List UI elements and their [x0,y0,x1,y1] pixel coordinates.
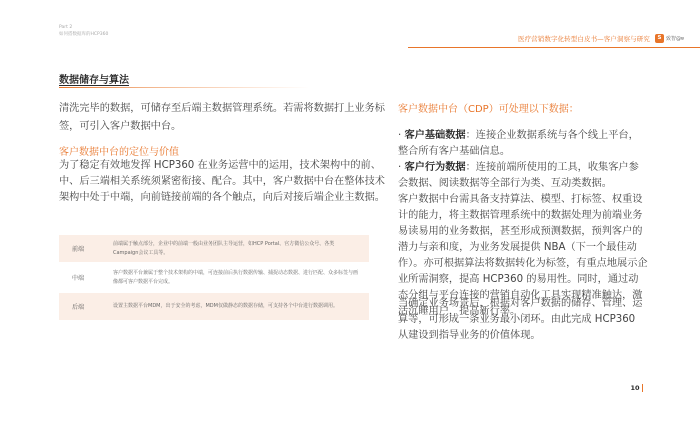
document-title: 医疗营销数字化转型白皮书—客户洞察与研究 [517,35,650,43]
running-header-left [59,25,108,38]
bullet-title: 客户行为数据 [404,162,466,173]
architecture-table [59,235,369,322]
page-number [630,384,643,392]
page-number-text: 10 [630,384,640,392]
logo-text: 致智@ɐ [665,36,684,42]
row-label: 前端 [72,246,85,253]
bullet-basic-data [398,128,648,160]
table-row [59,235,369,262]
cdp-capability-paragraph: 客户数据中台需具备支持算法、模型、打标签、权重设计的能力，将主数据管理系统中的数据处理为前端业务易读易用的业务数据，甚至形成预测数据，预判客户的潜力与亲和度，为业务发展提供 NBA（下一个最佳动作）。亦可根据算法将数据转化为标签，有重点地展示企业所需洞察，提高 HCP360 的易用性。同时，通过动态分组与平台连接的营销自动化工具实现精准触达，激活沉睡用户，提高新行率。 [398,194,648,317]
cdp-data-body [398,128,648,320]
bullet-text: ：连接企业数据系统与各个线上平台，整合所有客户基础信息。 [398,130,639,157]
running-header-right [518,34,684,43]
table-row [59,293,369,320]
part-subtitle: 如何搭数据库的HCP360 [59,31,109,37]
bullet-text: ：连接前端所使用的工具，收集客户参会数据、阅读数据等全部行为类、互动类数据。 [398,162,639,189]
closing-paragraph: 当确定业务场景后，根据对客户数据的储存、管理、运算等，可形成一条业务最小闭环。由此完成 HCP360 从建设到指导业务的价值体现。 [398,298,643,341]
cdp-value-heading: 客户数据中台的定位与价值 [59,147,179,158]
section-heading: 数据储存与算法 [59,75,129,86]
logo-mark-icon: S [655,34,664,43]
bullet-dot: · [398,130,402,141]
row-description: 前端属于触点部分，企业中的前端一般由业务团队主导运营，如HCP Portal、官方微信公众号、各类Campaign会议工具等。 [113,241,335,256]
bullet-behavior-data [398,160,648,192]
row-label: 中端 [72,275,85,282]
row-description: 客户数据平台兼属于整个技术架构的中端，可连接前后执行数据传输、捕捉动态数据、进行匹配、众多标签与画像都可客户数据平台完成。 [113,270,359,285]
intro-paragraph: 清洗完毕的数据，可储存至后端主数据管理系统。若需将数据打上业务标签，可引入客户数据中台。 [59,103,385,132]
bullet-title: 客户基础数据 [404,130,466,141]
page-number-accent-bar [642,384,644,392]
row-label: 后端 [72,304,85,311]
table-row [59,264,369,291]
part-label: Part 2 [59,25,73,30]
section-heading-rule [59,87,309,88]
header-divider [408,47,700,48]
row-description: 设置主数据平台MDM，出于安全的考虑，MDM仅做静态的数据存储，可支持各个中台进行数据调用。 [113,303,338,310]
brand-logo [655,34,684,43]
bullet-dot: · [398,162,402,173]
cdp-data-heading: 客户数据中台（CDP）可处理以下数据： [398,104,579,115]
cdp-value-paragraph: 为了稳定有效地发挥 HCP360 在业务运营中的运用，技术架构中的前、中、后三端相关系统须紧密衔接、配合。其中，客户数据中台在整体技术架构中处于中端，向前链接前端的各个触点，向后对接后端企业主数据。 [59,160,385,203]
